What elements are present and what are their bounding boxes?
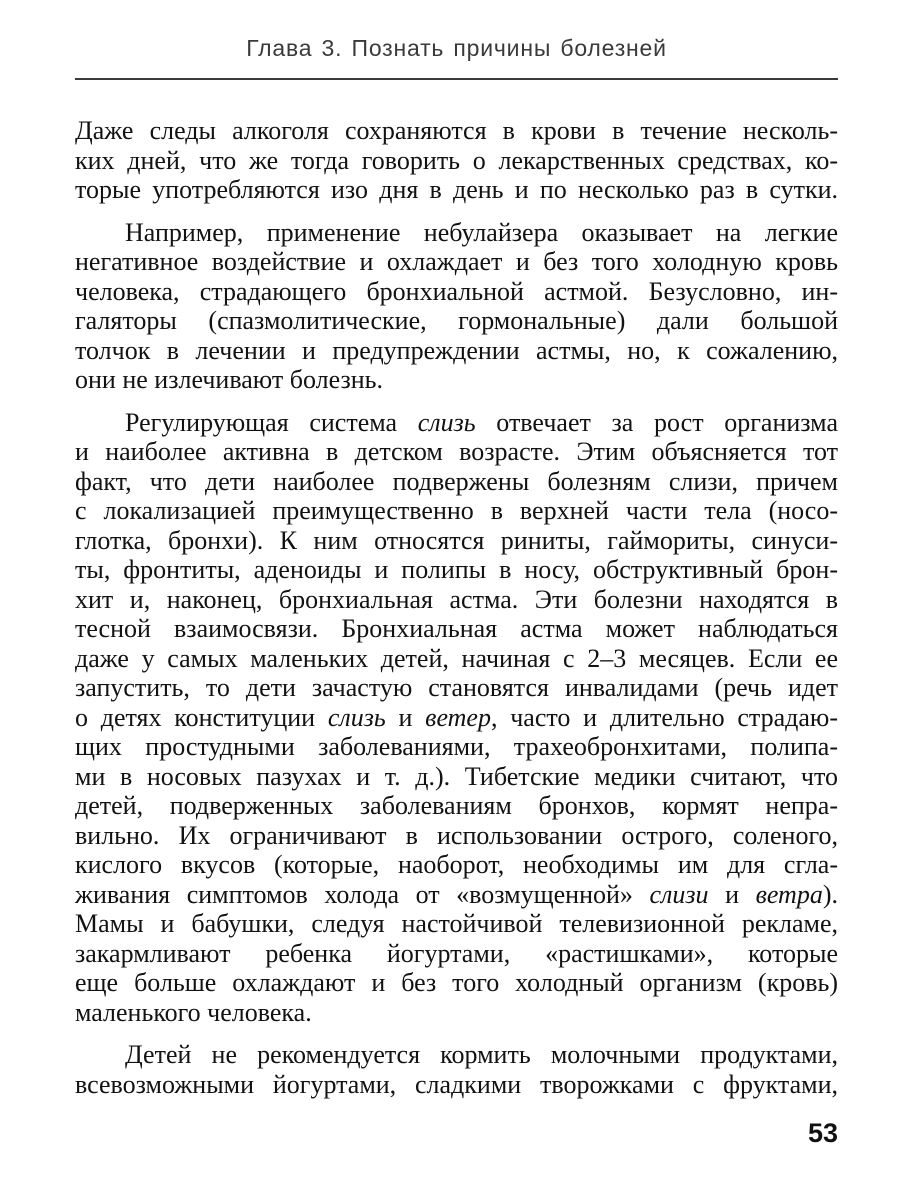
text-line: щих простудными заболеваниями, трахеобронхитами, полипа-: [75, 732, 838, 761]
text-line: Например, применение небулайзера оказывает на легкие: [125, 217, 838, 247]
text-line: даже у самых маленьких детей, начиная с 2–3 месяцев. Если ее: [75, 643, 838, 673]
page-number: 53: [807, 1118, 838, 1148]
paragraph: [75, 1040, 838, 1099]
text-line: вильно. Их ограничивают в использовании острого, соленого,: [75, 820, 838, 850]
chapter-title: Глава 3. Познать причины болезней: [246, 35, 667, 61]
text-line: галяторы (спазмолитические, гормональные) дали большой: [75, 306, 838, 335]
text-line: и наиболее активна в детском возрасте. Этим объясняется тот: [75, 437, 838, 466]
text-line: о детях конституции слизь и ветер, часто и длительно страдаю-: [75, 702, 838, 732]
text-line: ми в носовых пазухах и т. д.). Тибетские медики считают, что: [75, 761, 838, 791]
text-line: еще больше охлаждают и без того холодный организм (кровь): [75, 968, 838, 997]
page-header: [75, 0, 838, 80]
text-line: толчок в лечении и предупреждении астмы, но, к сожалению,: [75, 335, 838, 365]
text-line: с локализацией преимущественно в верхней части тела (носо-: [75, 496, 838, 525]
text-line: тесной взаимосвязи. Бронхиальная астма может наблюдаться: [75, 614, 838, 643]
text-line: Регулирующая система слизь отвечает за рост организма: [125, 407, 838, 437]
text-line: Даже следы алкоголя сохраняются в крови в течение несколь-: [75, 116, 838, 145]
text-line: закармливают ребенка йогуртами, «растишками», которые: [75, 938, 838, 968]
text-line: живания симптомов холода от «возмущенной» слизи и ветра).: [75, 879, 838, 909]
text-line: детей, подверженных заболеваниям бронхов, кормят непра-: [75, 791, 838, 820]
paragraph: [75, 408, 838, 1028]
text-body: [75, 116, 838, 1099]
text-line: человека, страдающего бронхиальной астмой. Безусловно, ин-: [75, 276, 838, 306]
text-line: глотка, бронхи). К ним относятся риниты, гаймориты, синуси-: [75, 525, 838, 555]
text-line: запустить, то дети зачастую становятся инвалидами (речь идет: [75, 673, 838, 702]
text-line: негативное воздействие и охлаждает и без того холодную кровь: [75, 247, 838, 276]
text-line: кислого вкусов (которые, наоборот, необходимы им для сгла-: [75, 850, 838, 879]
text-line: хит и, наконец, бронхиальная астма. Эти болезни находятся в: [75, 584, 838, 614]
text-line: Детей не рекомендуется кормить молочными продуктами,: [125, 1040, 838, 1069]
text-line: они не излечивают болезнь.: [75, 365, 384, 394]
text-line: Мамы и бабушки, следуя настойчивой телевизионной рекламе,: [75, 909, 838, 938]
paragraph: [75, 116, 838, 205]
text-line: всевозможными йогуртами, сладкими творожками с фруктами,: [75, 1069, 838, 1099]
text-line: ких дней, что же тогда говорить о лекарственных средствах, ко-: [75, 145, 838, 175]
text-line: маленького человека.: [75, 997, 312, 1027]
text-line: факт, что дети наиболее подвержены болезням слизи, причем: [75, 466, 838, 496]
text-line: ты, фронтиты, аденоиды и полипы в носу, обструктивный брон-: [75, 555, 838, 584]
text-line: торые употребляются изо дня в день и по несколько раз в сутки.: [75, 175, 838, 204]
paragraph: [75, 218, 838, 395]
